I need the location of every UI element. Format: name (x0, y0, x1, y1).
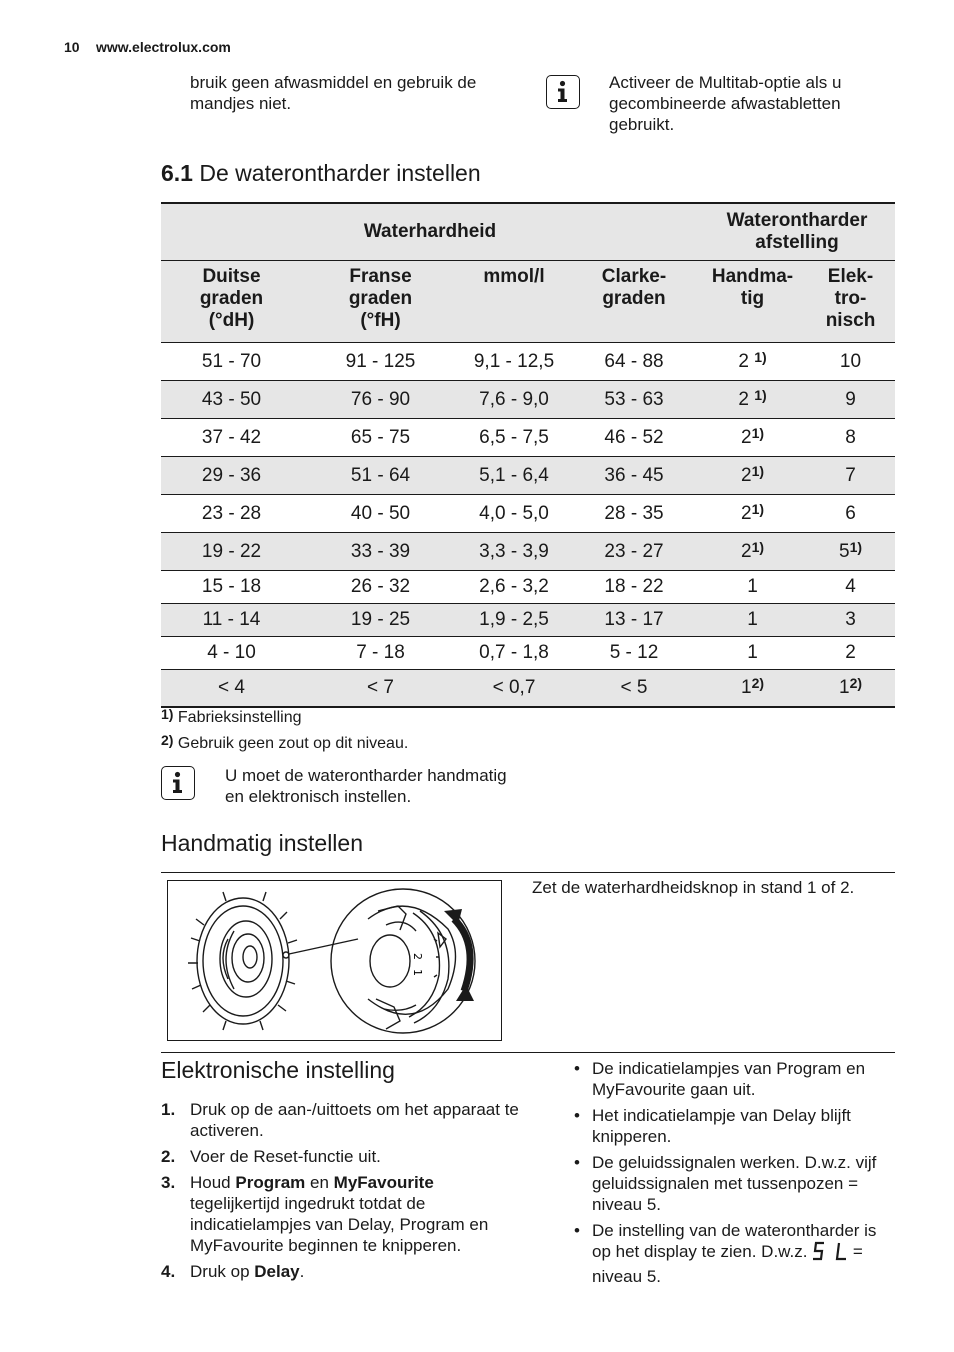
cell-clarke: 46 - 52 (569, 419, 699, 457)
table-row (161, 604, 895, 637)
bullet-item: • De instelling van de waterontharder is op het display te zien. D.w.z. = niveau 5. (572, 1220, 897, 1287)
footnote-2 (161, 732, 408, 753)
dial-label-2: 2 (411, 953, 424, 960)
step-1: 1. Druk op de aan-/uittoets om het apparaat te activeren. (161, 1100, 519, 1140)
cell-manual-value: 2 (740, 426, 752, 448)
cell-electronic-value: 9 (845, 388, 856, 410)
electronic-bullets (572, 1058, 897, 1292)
dial-drawing (168, 881, 501, 1040)
column-header-row (161, 261, 895, 343)
cell-manual (699, 419, 806, 457)
cell-electronic-value: 6 (845, 502, 856, 524)
cell-fh: 26 - 32 (302, 571, 459, 604)
cell-clarke: 36 - 45 (569, 457, 699, 495)
cell-manual (699, 533, 806, 571)
footnote-ref: 1) (751, 462, 765, 479)
cell-dh: 23 - 28 (161, 495, 302, 533)
cell-manual (699, 637, 806, 670)
table-row (161, 670, 895, 707)
cell-manual-value: 1 (740, 676, 752, 698)
cell-fh: 40 - 50 (302, 495, 459, 533)
cell-electronic (806, 571, 895, 604)
footnote-ref: 1) (849, 538, 863, 555)
table-row (161, 495, 895, 533)
col-header-electronic: Elek- tro- nisch (806, 261, 895, 343)
cell-fh: 65 - 75 (302, 419, 459, 457)
footnote-1 (161, 706, 302, 727)
col-header-mmol: mmol/l (459, 261, 569, 343)
footnote-ref: 1) (754, 348, 767, 365)
cell-dh: < 4 (161, 670, 302, 707)
cell-manual-value: 2 (740, 502, 752, 524)
footnote-ref: 1) (754, 386, 767, 403)
table-row (161, 533, 895, 571)
cell-clarke: 5 - 12 (569, 637, 699, 670)
footnote-ref: 1) (751, 424, 765, 441)
cell-manual (699, 457, 806, 495)
page-number: 10 (64, 39, 80, 55)
info-icon (546, 75, 580, 109)
section-title-text: De waterontharder instellen (199, 160, 481, 186)
cell-electronic (806, 343, 895, 381)
cell-electronic-value: 10 (839, 350, 862, 372)
footnote-ref: 2) (849, 674, 863, 691)
cell-electronic (806, 533, 895, 571)
cell-manual-value: 2 (740, 540, 752, 562)
footnote-ref: 2) (751, 674, 765, 691)
seven-segment-5L-icon (812, 1241, 848, 1266)
table-row (161, 637, 895, 670)
program-button-ref: Program (235, 1173, 306, 1192)
cell-manual (699, 381, 806, 419)
cell-electronic-value: 2 (845, 642, 856, 663)
table-row (161, 381, 895, 419)
cell-electronic (806, 419, 895, 457)
divider (161, 872, 895, 873)
cell-electronic (806, 381, 895, 419)
cell-manual-value: 1 (747, 609, 758, 630)
table-row (161, 571, 895, 604)
step-2: 2. Voer de Reset-functie uit. (161, 1147, 381, 1166)
cell-manual (699, 670, 806, 707)
cell-manual-value: 2 (740, 464, 752, 486)
cell-dh: 19 - 22 (161, 533, 302, 571)
cell-clarke: 53 - 63 (569, 381, 699, 419)
cell-mmol: 3,3 - 3,9 (459, 533, 569, 571)
col-header-dh: Duitse graden (°dH) (161, 261, 302, 343)
step-3: 3. Houd Program en MyFavourite tegelijkertijd ingedrukt totdat de indicatielampjes van Delay, Program en MyFavourite beginnen te knipperen. (161, 1173, 489, 1255)
cell-electronic (806, 604, 895, 637)
table-body (161, 343, 895, 707)
water-hardness-dial-illustration (167, 880, 502, 1041)
cell-dh: 51 - 70 (161, 343, 302, 381)
cell-clarke: 64 - 88 (569, 343, 699, 381)
cell-dh: 15 - 18 (161, 571, 302, 604)
footnote-ref: 1) (751, 538, 765, 555)
cell-manual (699, 343, 806, 381)
intro-text-right: Activeer de Multitab-optie als u gecombineerde afwastabletten gebruikt. (609, 73, 842, 134)
divider (161, 1052, 895, 1053)
cell-dh: 11 - 14 (161, 604, 302, 637)
info-icon (161, 766, 195, 800)
cell-manual-value: 1 (747, 642, 758, 663)
cell-mmol: 1,9 - 2,5 (459, 604, 569, 637)
cell-clarke: < 5 (569, 670, 699, 707)
cell-mmol: 7,6 - 9,0 (459, 381, 569, 419)
bullet-item: • De indicatielampjes van Program en MyFavourite gaan uit. (572, 1058, 897, 1100)
website-link[interactable]: www.electrolux.com (96, 39, 231, 55)
dial-label-1: 1 (411, 969, 424, 976)
cell-fh: 91 - 125 (302, 343, 459, 381)
bullet-item: • De geluidssignalen werken. D.w.z. vijf geluidssignalen met tussenpozen = niveau 5. (572, 1152, 897, 1215)
cell-manual (699, 495, 806, 533)
cell-manual-value: 2 (738, 350, 755, 372)
cell-fh: 76 - 90 (302, 381, 459, 419)
footnote-text: Gebruik geen zout op dit niveau. (177, 735, 409, 752)
cell-electronic-value: 5 (838, 540, 850, 562)
cell-clarke: 28 - 35 (569, 495, 699, 533)
cell-electronic (806, 457, 895, 495)
cell-electronic-value: 1 (838, 676, 850, 698)
manual-setting-text: Zet de waterhardheidsknop in stand 1 of 2. (532, 878, 855, 897)
cell-manual-value: 2 (738, 388, 755, 410)
delay-button-ref: Delay (254, 1262, 300, 1281)
electronic-setting-title: Elektronische instelling (161, 1057, 395, 1083)
cell-clarke: 13 - 17 (569, 604, 699, 637)
cell-dh: 29 - 36 (161, 457, 302, 495)
table-row (161, 343, 895, 381)
cell-electronic (806, 637, 895, 670)
table-row (161, 457, 895, 495)
intro-text-left: bruik geen afwasmiddel en gebruik de mandjes niet. (190, 73, 477, 113)
manual-setting-title: Handmatig instellen (161, 830, 364, 856)
footnote-mark: 2) (161, 732, 174, 748)
water-hardness-table (161, 202, 895, 708)
cell-fh: 33 - 39 (302, 533, 459, 571)
cell-fh: 19 - 25 (302, 604, 459, 637)
cell-dh: 43 - 50 (161, 381, 302, 419)
cell-mmol: 9,1 - 12,5 (459, 343, 569, 381)
cell-fh: 51 - 64 (302, 457, 459, 495)
group-header-setting: Waterontharder afstelling (699, 203, 895, 261)
cell-mmol: 0,7 - 1,8 (459, 637, 569, 670)
cell-electronic-value: 4 (845, 576, 856, 597)
section-number: 6.1 (161, 160, 193, 186)
footnote-ref: 1) (751, 500, 765, 517)
cell-electronic (806, 670, 895, 707)
cell-fh: < 7 (302, 670, 459, 707)
footnote-text: Fabrieksinstelling (177, 709, 302, 726)
cell-mmol: 5,1 - 6,4 (459, 457, 569, 495)
cell-clarke: 18 - 22 (569, 571, 699, 604)
footnote-mark: 1) (161, 706, 174, 722)
cell-electronic-value: 3 (845, 609, 856, 630)
note-text: U moet de waterontharder handmatig en elektronisch instellen. (225, 766, 507, 806)
myfavourite-button-ref: MyFavourite (333, 1173, 434, 1192)
cell-manual (699, 571, 806, 604)
electronic-steps (161, 1099, 521, 1287)
group-header-hardness: Waterhardheid (161, 203, 699, 261)
cell-mmol: < 0,7 (459, 670, 569, 707)
cell-dh: 4 - 10 (161, 637, 302, 670)
cell-clarke: 23 - 27 (569, 533, 699, 571)
section-title (161, 160, 481, 187)
table-row (161, 419, 895, 457)
col-header-fh: Franse graden (°fH) (302, 261, 459, 343)
col-header-manual: Handma- tig (699, 261, 806, 343)
cell-dh: 37 - 42 (161, 419, 302, 457)
bullet-item: • Het indicatielampje van Delay blijft knipperen. (572, 1105, 897, 1147)
cell-electronic (806, 495, 895, 533)
cell-mmol: 6,5 - 7,5 (459, 419, 569, 457)
step-4: 4. Druk op Delay. (161, 1262, 305, 1281)
cell-electronic-value: 7 (845, 464, 856, 486)
cell-mmol: 4,0 - 5,0 (459, 495, 569, 533)
cell-fh: 7 - 18 (302, 637, 459, 670)
cell-manual-value: 1 (747, 576, 758, 597)
cell-electronic-value: 8 (845, 426, 856, 448)
col-header-clarke: Clarke- graden (569, 261, 699, 343)
cell-manual (699, 604, 806, 637)
cell-mmol: 2,6 - 3,2 (459, 571, 569, 604)
